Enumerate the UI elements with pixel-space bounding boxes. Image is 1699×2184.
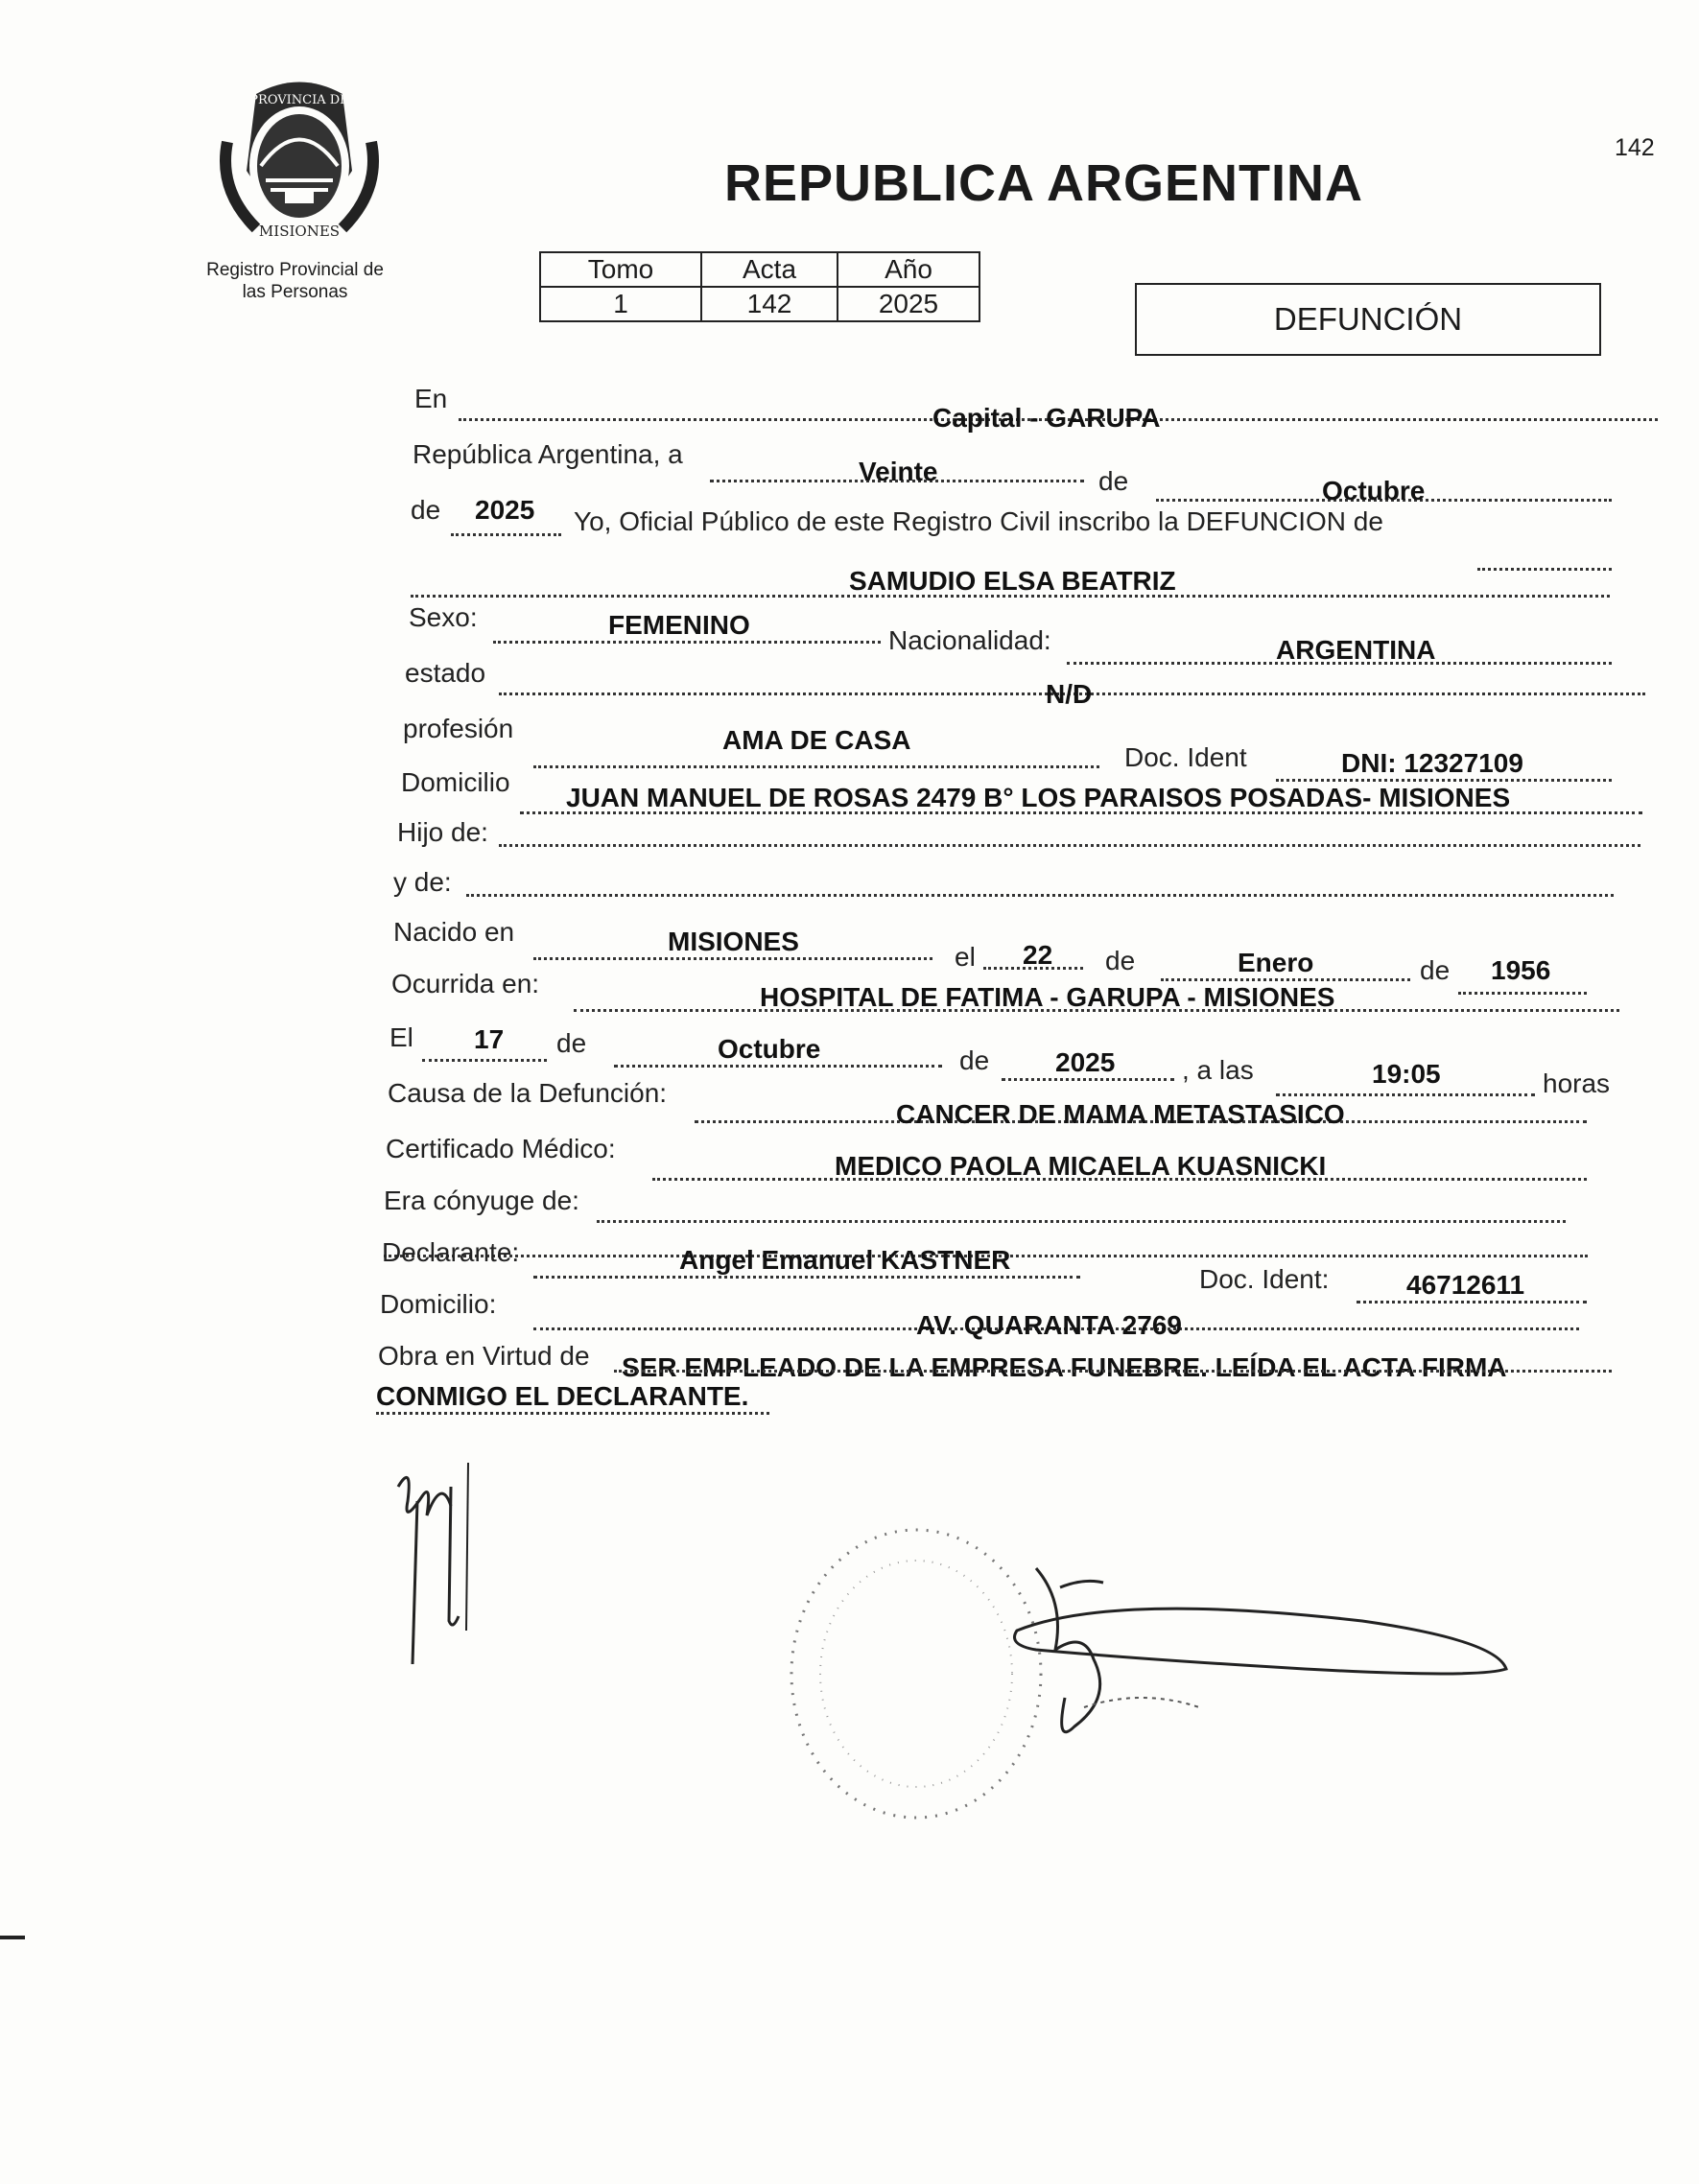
birth-day-value: 22 — [1023, 940, 1053, 970]
causa-value: CANCER DE MAMA METASTASICO — [896, 1099, 1345, 1129]
republica-label: República Argentina, a — [413, 439, 683, 469]
el-label: el — [955, 942, 976, 972]
decl-domicilio-label: Domicilio: — [380, 1289, 497, 1319]
declarante-line — [533, 1276, 1080, 1279]
doc-ident-line — [1276, 779, 1612, 782]
conyuge-line — [597, 1220, 1566, 1223]
birth-month-value: Enero — [1238, 948, 1314, 977]
sexo-value: FEMENINO — [608, 610, 750, 640]
decl-doc-line — [1357, 1301, 1587, 1303]
seal-text-top: PROVINCIA DE — [249, 93, 349, 107]
value-tomo: 1 — [540, 287, 701, 321]
margin-mark — [0, 1936, 25, 1939]
year-line — [451, 533, 561, 536]
de4-label: de — [1420, 955, 1451, 985]
certificado-value: MEDICO PAOLA MICAELA KUASNICKI — [835, 1151, 1327, 1181]
death-time-value: 19:05 — [1372, 1059, 1441, 1089]
estado-value: N/D — [1046, 679, 1093, 709]
decl-doc-label: Doc. Ident: — [1199, 1264, 1330, 1294]
death-year-value: 2025 — [1055, 1047, 1116, 1077]
de3-label: de — [1105, 946, 1136, 975]
yde-line — [466, 894, 1614, 897]
profesion-line — [533, 765, 1099, 768]
en-label: En — [414, 384, 448, 413]
domicilio-label: Domicilio — [401, 767, 510, 797]
profesion-value: AMA DE CASA — [722, 725, 911, 755]
registry-line2: las Personas — [242, 282, 348, 302]
yde-label: y de: — [393, 867, 452, 897]
obra-line-2 — [376, 1412, 769, 1415]
de5-label: de — [556, 1028, 587, 1058]
oficial-text: Yo, Oficial Público de este Registro Civil inscribo la DEFUNCION de — [574, 506, 1383, 536]
day-words-value: Veinte — [859, 457, 938, 486]
birth-year-value: 1956 — [1491, 955, 1551, 985]
registry-line1: Registro Provincial de — [206, 260, 384, 280]
obra-text-line1: SER EMPLEADO DE LA EMPRESA FUNEBRE. LEÍDA EL ACTA FIRMA — [622, 1352, 1507, 1382]
de6-label: de — [959, 1045, 990, 1075]
document-type: DEFUNCIÓN — [1273, 301, 1463, 337]
declarante-value: Angel Emanuel KASTNER — [679, 1245, 1011, 1275]
hijo-label: Hijo de: — [397, 817, 488, 847]
sexo-line — [493, 641, 881, 644]
death-year-line — [1002, 1078, 1174, 1081]
document-type-box — [1135, 283, 1601, 356]
decl-domicilio-value: AV. QUARANTA 2769 — [916, 1310, 1182, 1340]
sexo-label: Sexo: — [409, 602, 478, 632]
certificado-label: Certificado Médico: — [386, 1134, 616, 1163]
year-value: 2025 — [475, 495, 535, 525]
death-time-line — [1276, 1093, 1535, 1096]
birth-year-line — [1458, 992, 1587, 995]
obra-line-1 — [614, 1370, 1612, 1373]
value-ano: 2025 — [838, 287, 979, 321]
alas-label: , a las — [1182, 1055, 1254, 1085]
obra-text-line2: CONMIGO EL DECLARANTE. — [376, 1381, 749, 1411]
horas-label: horas — [1543, 1069, 1611, 1098]
death-month-line — [614, 1065, 942, 1068]
de1-label: de — [1098, 466, 1129, 496]
declarante-label: Declarante: — [382, 1237, 520, 1267]
deceased-name-value: SAMUDIO ELSA BEATRIZ — [849, 566, 1176, 596]
header-acta: Acta — [701, 252, 838, 287]
declarant-signature — [384, 1458, 499, 1679]
causa-label: Causa de la Defunción: — [388, 1078, 668, 1108]
official-signature — [998, 1563, 1516, 1755]
estado-label: estado — [405, 658, 486, 688]
ocurrida-label: Ocurrida en: — [391, 969, 540, 998]
de2-label: de — [411, 495, 441, 525]
decl-doc-value: 46712611 — [1406, 1270, 1525, 1300]
reference-table — [539, 251, 980, 322]
domicilio-value: JUAN MANUEL DE ROSAS 2479 B° LOS PARAISOS POSADAS- MISIONES — [566, 783, 1511, 812]
reference-table-value-row — [540, 287, 979, 321]
place-value: Capital - GARUPA — [932, 403, 1161, 433]
hijo-line — [499, 844, 1640, 847]
header-ano: Año — [838, 252, 979, 287]
ocurrida-value: HOSPITAL DE FATIMA - GARUPA - MISIONES — [760, 982, 1335, 1012]
profesion-label: profesión — [403, 714, 514, 743]
province-seal-logo — [218, 75, 381, 247]
death-day-value: 17 — [474, 1024, 505, 1054]
oficial-line — [1477, 568, 1612, 571]
birth-month-line — [1161, 978, 1410, 981]
doc-ident-label: Doc. Ident — [1124, 742, 1247, 772]
death-month-value: Octubre — [718, 1034, 821, 1064]
el2-label: El — [389, 1022, 413, 1052]
country-title: REPUBLICA ARGENTINA — [724, 154, 1363, 212]
conyuge-label: Era cónyuge de: — [384, 1186, 579, 1215]
nacionalidad-value: ARGENTINA — [1276, 635, 1436, 665]
nacido-value: MISIONES — [668, 927, 799, 956]
month-value: Octubre — [1322, 476, 1426, 505]
death-day-line — [422, 1059, 547, 1062]
nacido-line — [533, 957, 932, 960]
nacido-label: Nacido en — [393, 917, 515, 947]
registry-caption — [187, 259, 403, 303]
nacionalidad-label: Nacionalidad: — [888, 625, 1051, 655]
obra-label: Obra en Virtud de — [378, 1341, 590, 1371]
doc-ident-value: DNI: 12327109 — [1341, 748, 1523, 778]
page-number: 142 — [1615, 134, 1655, 161]
header-tomo: Tomo — [540, 252, 701, 287]
reference-table-header-row — [540, 252, 979, 287]
value-acta: 142 — [701, 287, 838, 321]
seal-text-bottom: MISIONES — [258, 223, 341, 240]
